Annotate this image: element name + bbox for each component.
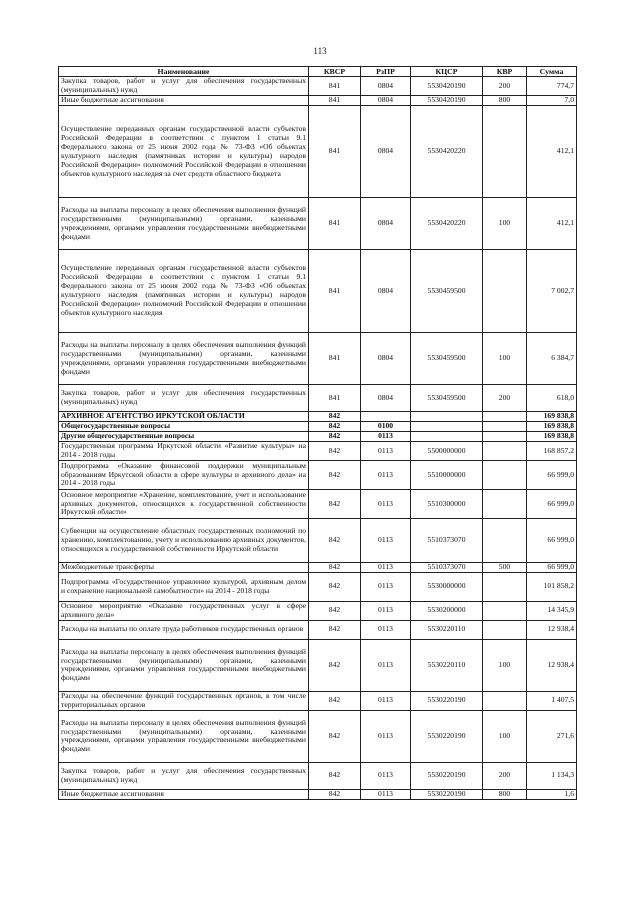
- header-sum: Сумма: [527, 67, 577, 77]
- cell-rzpr: 0100: [361, 422, 411, 432]
- cell-kvr: 800: [483, 96, 527, 106]
- cell-sum: 1 407,5: [527, 691, 577, 710]
- cell-kcsr: 5530200000: [411, 601, 483, 620]
- cell-kvsr: 842: [309, 762, 361, 789]
- table-row: [59, 412, 577, 422]
- cell-kvr: [483, 572, 527, 601]
- cell-kvsr: 842: [309, 422, 361, 432]
- cell-name: Расходы на обеспечение функций государственных органов, в том числе территориальных органов: [59, 691, 309, 710]
- cell-kcsr: 5510000000: [411, 461, 483, 490]
- cell-name: АРХИВНОЕ АГЕНТСТВО ИРКУТСКОЙ ОБЛАСТИ: [59, 412, 309, 422]
- table-row: [59, 198, 577, 250]
- cell-rzpr: 0113: [361, 691, 411, 710]
- cell-kvsr: 842: [309, 490, 361, 519]
- cell-kvr: [483, 519, 527, 563]
- cell-sum: 66 999,0: [527, 490, 577, 519]
- cell-name: Расходы на выплаты по оплате труда работников государственных органов: [59, 620, 309, 639]
- cell-sum: 66 999,0: [527, 461, 577, 490]
- cell-name: Осуществление переданных органам государственной власти субъектов Российской Федерации в соответствии с пунктом 1 статьи 9.1 Федерального закона от 25 июня 2002 года № 73-ФЗ «Об объектах культурного наследия (памятниках истории и культуры) народов Российской Федерации» полномочий Российской Федерации в отношении объектов культурного наследия за счет средств областного бюджета: [59, 106, 309, 198]
- cell-rzpr: 0113: [361, 639, 411, 691]
- cell-kvr: [483, 461, 527, 490]
- cell-name: Иные бюджетные ассигнования: [59, 96, 309, 106]
- cell-kcsr: 5530420220: [411, 106, 483, 198]
- cell-sum: 169 838,8: [527, 422, 577, 432]
- cell-kcsr: 5510300000: [411, 490, 483, 519]
- cell-kvr: 500: [483, 563, 527, 573]
- cell-kvr: [483, 106, 527, 198]
- cell-name: Межбюджетные трансферты: [59, 563, 309, 573]
- cell-rzpr: [361, 412, 411, 422]
- cell-kcsr: 5530220190: [411, 789, 483, 799]
- cell-name: Расходы на выплаты персоналу в целях обеспечения выполнения функций государственными (муниципальными) органами, казенными учреждениями, органами управления государственными внебюджетными фондами: [59, 198, 309, 250]
- budget-table: [58, 66, 577, 800]
- cell-kvsr: 842: [309, 563, 361, 573]
- cell-kcsr: 5530000000: [411, 572, 483, 601]
- cell-sum: 169 838,8: [527, 432, 577, 442]
- cell-name: Подпрограмма «Оказание финансовой поддержки муниципальным образованиям Иркутской области в сфере культуры и архивного дела» на 2014 - 2018 годы: [59, 461, 309, 490]
- cell-kcsr: 5530420220: [411, 198, 483, 250]
- table-row: [59, 601, 577, 620]
- cell-rzpr: 0113: [361, 519, 411, 563]
- cell-sum: 1,6: [527, 789, 577, 799]
- cell-rzpr: 0113: [361, 620, 411, 639]
- cell-kvr: [483, 250, 527, 333]
- cell-rzpr: 0113: [361, 789, 411, 799]
- cell-rzpr: 0113: [361, 762, 411, 789]
- cell-name: Государственная программа Иркутской области «Развитие культуры» на 2014 - 2018 годы: [59, 442, 309, 461]
- cell-sum: 412,1: [527, 106, 577, 198]
- table-row: [59, 620, 577, 639]
- header-kcsr: КЦСР: [411, 67, 483, 77]
- cell-rzpr: 0113: [361, 461, 411, 490]
- cell-rzpr: 0804: [361, 106, 411, 198]
- cell-sum: 12 938,4: [527, 620, 577, 639]
- cell-sum: 7 002,7: [527, 250, 577, 333]
- cell-sum: 412,1: [527, 198, 577, 250]
- cell-kvr: 200: [483, 385, 527, 412]
- cell-kvr: [483, 601, 527, 620]
- cell-kvr: [483, 691, 527, 710]
- cell-name: Подпрограмма «Государственное управление культурой, архивным делом и сохранение национальной самобытности» на 2014 - 2018 годы: [59, 572, 309, 601]
- cell-kvsr: 841: [309, 385, 361, 412]
- cell-kvsr: 841: [309, 96, 361, 106]
- table-row: [59, 639, 577, 691]
- cell-kvr: [483, 620, 527, 639]
- cell-kvsr: 842: [309, 691, 361, 710]
- cell-sum: 101 858,2: [527, 572, 577, 601]
- cell-kcsr: 5530220110: [411, 620, 483, 639]
- table-row: [59, 432, 577, 442]
- cell-kcsr: 5530220190: [411, 710, 483, 762]
- cell-rzpr: 0113: [361, 601, 411, 620]
- cell-kvsr: 842: [309, 789, 361, 799]
- cell-kvsr: 842: [309, 710, 361, 762]
- table-row: [59, 333, 577, 385]
- table-row: [59, 762, 577, 789]
- table-row: [59, 422, 577, 432]
- table-row: [59, 250, 577, 333]
- page-number: 113: [313, 46, 327, 56]
- cell-kvsr: 841: [309, 333, 361, 385]
- cell-kvr: 100: [483, 333, 527, 385]
- table-row: [59, 77, 577, 96]
- cell-rzpr: 0804: [361, 385, 411, 412]
- cell-rzpr: 0804: [361, 333, 411, 385]
- cell-name: Закупка товаров, работ и услуг для обеспечения государственных (муниципальных) нужд: [59, 762, 309, 789]
- table-row: [59, 710, 577, 762]
- cell-kcsr: [411, 432, 483, 442]
- table-row: [59, 519, 577, 563]
- cell-sum: 12 938,4: [527, 639, 577, 691]
- cell-kcsr: 5530459500: [411, 250, 483, 333]
- table-row: [59, 461, 577, 490]
- cell-name: Закупка товаров, работ и услуг для обеспечения государственных (муниципальных) нужд: [59, 77, 309, 96]
- cell-kvr: [483, 442, 527, 461]
- cell-kvr: [483, 490, 527, 519]
- cell-rzpr: 0113: [361, 563, 411, 573]
- cell-kvsr: 842: [309, 461, 361, 490]
- cell-name: Расходы на выплаты персоналу в целях обеспечения выполнения функций государственными (муниципальными) органами, казенными учреждениями, органами управления государственными внебюджетными фондами: [59, 639, 309, 691]
- cell-rzpr: 0113: [361, 432, 411, 442]
- table-row: [59, 490, 577, 519]
- cell-kvsr: 842: [309, 639, 361, 691]
- cell-kvr: [483, 412, 527, 422]
- cell-name: Основное мероприятие «Оказание государственных услуг в сфере архивного дела»: [59, 601, 309, 620]
- cell-kvr: 100: [483, 198, 527, 250]
- cell-kcsr: 5510373070: [411, 563, 483, 573]
- cell-sum: 66 999,0: [527, 563, 577, 573]
- cell-sum: 618,0: [527, 385, 577, 412]
- cell-kvr: 100: [483, 710, 527, 762]
- cell-kcsr: 5510373070: [411, 519, 483, 563]
- cell-kvsr: 841: [309, 77, 361, 96]
- header-kvr: КВР: [483, 67, 527, 77]
- cell-kvsr: 842: [309, 442, 361, 461]
- cell-kvr: [483, 432, 527, 442]
- table-body: [59, 77, 577, 800]
- table-row: [59, 96, 577, 106]
- cell-sum: 14 345,9: [527, 601, 577, 620]
- cell-kvr: 800: [483, 789, 527, 799]
- cell-rzpr: 0804: [361, 77, 411, 96]
- cell-name: Закупка товаров, работ и услуг для обеспечения государственных (муниципальных) нужд: [59, 385, 309, 412]
- cell-name: Расходы на выплаты персоналу в целях обеспечения выполнения функций государственными (муниципальными) органами, казенными учреждениями, органами управления государственными внебюджетными фондами: [59, 333, 309, 385]
- header-name: Наименование: [59, 67, 309, 77]
- cell-name: Расходы на выплаты персоналу в целях обеспечения выполнения функций государственными (муниципальными) органами, казенными учреждениями, органами управления государственными внебюджетными фондами: [59, 710, 309, 762]
- cell-kvr: [483, 422, 527, 432]
- cell-kvsr: 842: [309, 601, 361, 620]
- cell-name: Иные бюджетные ассигнования: [59, 789, 309, 799]
- cell-name: Другие общегосударственные вопросы: [59, 432, 309, 442]
- cell-kvsr: 841: [309, 106, 361, 198]
- cell-kcsr: [411, 422, 483, 432]
- table-row: [59, 563, 577, 573]
- cell-kcsr: 5530220190: [411, 691, 483, 710]
- cell-kcsr: 5530220190: [411, 762, 483, 789]
- cell-kvr: 200: [483, 762, 527, 789]
- table-header-row: [59, 67, 577, 77]
- cell-kvsr: 842: [309, 412, 361, 422]
- cell-kvr: 100: [483, 639, 527, 691]
- header-kvsr: КВСР: [309, 67, 361, 77]
- cell-rzpr: 0804: [361, 250, 411, 333]
- cell-sum: 774,7: [527, 77, 577, 96]
- cell-kvsr: 841: [309, 198, 361, 250]
- cell-sum: 66 999,0: [527, 519, 577, 563]
- cell-sum: 271,6: [527, 710, 577, 762]
- cell-kvsr: 842: [309, 620, 361, 639]
- cell-kcsr: 5500000000: [411, 442, 483, 461]
- table-row: [59, 106, 577, 198]
- cell-kcsr: 5530459500: [411, 385, 483, 412]
- cell-sum: 7,0: [527, 96, 577, 106]
- header-rzpr: РзПР: [361, 67, 411, 77]
- table-row: [59, 385, 577, 412]
- cell-kcsr: 5530420190: [411, 96, 483, 106]
- cell-kvr: 200: [483, 77, 527, 96]
- cell-sum: 169 838,8: [527, 412, 577, 422]
- cell-rzpr: 0804: [361, 198, 411, 250]
- cell-name: Основное мероприятие «Хранение, комплектование, учет и использование архивных документов, относящихся к государственной собственности Иркутской области»: [59, 490, 309, 519]
- cell-kcsr: 5530420190: [411, 77, 483, 96]
- table-row: [59, 572, 577, 601]
- cell-name: Субвенции на осуществление областных государственных полномочий по хранению, комплектованию, учету и использованию архивных документов, относящихся к государственной собственности Иркутской области: [59, 519, 309, 563]
- cell-rzpr: 0113: [361, 490, 411, 519]
- cell-kcsr: 5530459500: [411, 333, 483, 385]
- cell-kvsr: 842: [309, 432, 361, 442]
- cell-rzpr: 0113: [361, 572, 411, 601]
- cell-name: Общегосударственные вопросы: [59, 422, 309, 432]
- cell-kcsr: 5530220110: [411, 639, 483, 691]
- cell-kvsr: 841: [309, 250, 361, 333]
- table-row: [59, 789, 577, 799]
- cell-sum: 168 857,2: [527, 442, 577, 461]
- cell-kcsr: [411, 412, 483, 422]
- cell-sum: 6 384,7: [527, 333, 577, 385]
- cell-rzpr: 0804: [361, 96, 411, 106]
- cell-kvsr: 842: [309, 519, 361, 563]
- cell-name: Осуществление переданных органам государственной власти субъектов Российской Федерации в соответствии с пунктом 1 статьи 9.1 Федерального закона от 25 июня 2002 года № 73-ФЗ «Об объектах культурного наследия (памятниках истории и культуры) народов Российской Федерации» полномочий Российской Федерации в отношении объектов культурного наследия: [59, 250, 309, 333]
- table-row: [59, 442, 577, 461]
- cell-sum: 1 134,3: [527, 762, 577, 789]
- cell-kvsr: 842: [309, 572, 361, 601]
- cell-rzpr: 0113: [361, 442, 411, 461]
- cell-rzpr: 0113: [361, 710, 411, 762]
- table-row: [59, 691, 577, 710]
